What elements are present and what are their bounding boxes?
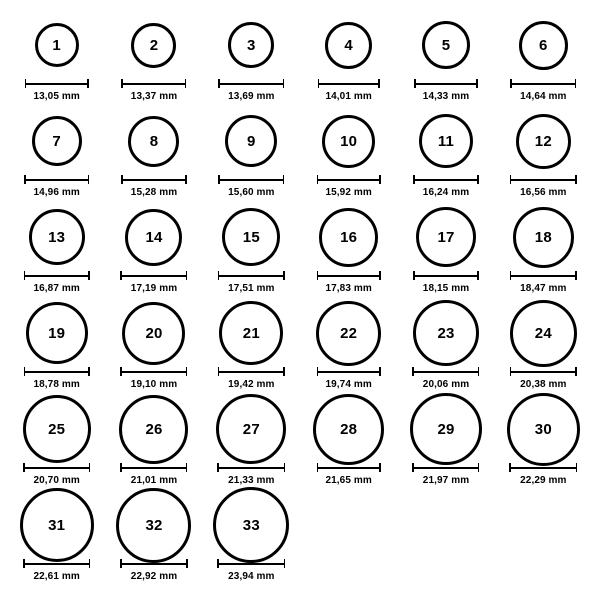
caliper-tick-right bbox=[477, 271, 479, 280]
ring-diameter-label: 14,96 mm bbox=[33, 187, 80, 198]
caliper-tick-right bbox=[378, 79, 380, 88]
ring-size-cell bbox=[105, 206, 202, 302]
caliper-tick-left bbox=[120, 271, 122, 280]
caliper-ruler-icon bbox=[218, 79, 284, 88]
caliper-tick-left bbox=[24, 175, 26, 184]
ring-circle-icon bbox=[510, 300, 577, 367]
ring-size-number: 18 bbox=[534, 228, 552, 246]
ring-size-cell bbox=[300, 398, 397, 494]
ring-circle-icon bbox=[35, 23, 79, 67]
caliper-ruler-icon bbox=[120, 463, 187, 472]
ring-size-cell bbox=[203, 302, 300, 398]
caliper-tick-left bbox=[510, 271, 512, 280]
ring-size-cell bbox=[8, 14, 105, 110]
ring-size-cell bbox=[203, 110, 300, 206]
caliper-bar bbox=[412, 371, 479, 373]
ring-size-number: 32 bbox=[145, 516, 163, 534]
caliper-tick-left bbox=[218, 175, 220, 184]
ring-diameter-label: 17,83 mm bbox=[325, 283, 372, 294]
caliper-ruler-icon bbox=[120, 559, 188, 568]
ring-circle-wrap bbox=[20, 494, 94, 556]
caliper-bar bbox=[317, 467, 381, 469]
caliper-ruler-icon bbox=[121, 79, 186, 88]
ring-circle-wrap bbox=[122, 302, 185, 364]
caliper-tick-left bbox=[23, 559, 25, 568]
ring-size-cell bbox=[8, 110, 105, 206]
caliper-ruler-icon bbox=[413, 175, 479, 184]
caliper-tick-left bbox=[510, 367, 512, 376]
ring-diameter-label: 14,01 mm bbox=[325, 91, 372, 102]
caliper-tick-left bbox=[218, 367, 220, 376]
caliper-tick-right bbox=[284, 463, 286, 472]
ring-size-number: 10 bbox=[340, 132, 358, 150]
caliper-tick-right bbox=[575, 271, 577, 280]
ring-size-cell bbox=[397, 110, 494, 206]
caliper-tick-right bbox=[283, 271, 285, 280]
ring-circle-icon bbox=[125, 209, 182, 266]
caliper-bar bbox=[510, 275, 577, 277]
ring-size-cell bbox=[8, 206, 105, 302]
ring-circle-wrap bbox=[125, 206, 182, 268]
caliper-tick-right bbox=[576, 463, 578, 472]
caliper-tick-right bbox=[379, 463, 381, 472]
caliper-tick-left bbox=[509, 463, 511, 472]
caliper-ruler-icon bbox=[218, 271, 285, 280]
caliper-ruler-icon bbox=[218, 175, 284, 184]
caliper-ruler-icon bbox=[25, 79, 89, 88]
caliper-tick-right bbox=[476, 79, 478, 88]
caliper-ruler-icon bbox=[318, 79, 380, 88]
caliper-tick-left bbox=[120, 559, 122, 568]
caliper-ruler-icon bbox=[317, 175, 381, 184]
ring-circle-wrap bbox=[516, 110, 571, 172]
caliper-tick-left bbox=[24, 271, 26, 280]
caliper-bar bbox=[317, 371, 381, 373]
caliper-ruler-icon bbox=[510, 367, 577, 376]
ring-circle-icon bbox=[228, 22, 274, 68]
ring-size-cell bbox=[8, 494, 105, 590]
ring-circle-icon bbox=[32, 116, 82, 166]
caliper-ruler-icon bbox=[510, 271, 577, 280]
ring-size-number: 13 bbox=[48, 228, 66, 246]
ring-circle-wrap bbox=[510, 302, 577, 364]
caliper-ruler-icon bbox=[121, 175, 187, 184]
ring-diameter-label: 14,64 mm bbox=[520, 91, 567, 102]
ring-diameter-label: 21,65 mm bbox=[325, 475, 372, 486]
caliper-tick-right bbox=[283, 79, 285, 88]
caliper-ruler-icon bbox=[120, 271, 187, 280]
ring-circle-wrap bbox=[222, 206, 280, 268]
caliper-bar bbox=[218, 275, 285, 277]
caliper-ruler-icon bbox=[317, 367, 381, 376]
ring-size-number: 2 bbox=[149, 36, 159, 54]
caliper-tick-right bbox=[88, 271, 90, 280]
ring-size-number: 29 bbox=[437, 420, 455, 438]
caliper-bar bbox=[23, 563, 90, 565]
caliper-tick-right bbox=[88, 367, 90, 376]
ring-diameter-label: 15,60 mm bbox=[228, 187, 275, 198]
ring-circle-icon bbox=[216, 394, 286, 464]
caliper-ruler-icon bbox=[217, 463, 285, 472]
ring-diameter-label: 17,51 mm bbox=[228, 283, 275, 294]
ring-size-cell bbox=[105, 398, 202, 494]
ring-circle-icon bbox=[225, 115, 277, 167]
caliper-ruler-icon bbox=[217, 559, 285, 568]
ring-size-number: 9 bbox=[247, 132, 256, 150]
ring-size-number: 12 bbox=[534, 132, 552, 150]
caliper-bar bbox=[509, 467, 577, 469]
ring-size-number: 5 bbox=[441, 36, 451, 54]
ring-size-number: 16 bbox=[340, 228, 358, 246]
ring-size-cell bbox=[105, 302, 202, 398]
caliper-tick-right bbox=[283, 367, 285, 376]
caliper-tick-left bbox=[414, 79, 416, 88]
caliper-tick-right bbox=[283, 175, 285, 184]
caliper-bar bbox=[510, 83, 576, 85]
ring-size-cell bbox=[397, 14, 494, 110]
caliper-tick-right bbox=[379, 175, 381, 184]
caliper-ruler-icon bbox=[412, 367, 479, 376]
ring-size-number: 31 bbox=[48, 516, 66, 534]
caliper-ruler-icon bbox=[317, 271, 381, 280]
caliper-bar bbox=[317, 275, 381, 277]
ring-circle-wrap bbox=[128, 110, 179, 172]
ring-size-number: 25 bbox=[48, 420, 66, 438]
ring-diameter-label: 14,33 mm bbox=[422, 91, 470, 102]
ring-circle-icon bbox=[410, 393, 482, 465]
ring-circle-icon bbox=[29, 209, 85, 265]
caliper-tick-right bbox=[477, 175, 479, 184]
ring-circle-icon bbox=[325, 22, 372, 69]
caliper-tick-left bbox=[317, 463, 319, 472]
ring-diameter-label: 20,38 mm bbox=[520, 379, 567, 390]
caliper-tick-right bbox=[379, 367, 381, 376]
caliper-bar bbox=[510, 371, 577, 373]
ring-circle-wrap bbox=[131, 14, 176, 76]
ring-circle-icon bbox=[26, 302, 88, 364]
caliper-bar bbox=[120, 275, 187, 277]
caliper-ruler-icon bbox=[23, 559, 90, 568]
ring-size-cell bbox=[495, 398, 592, 494]
ring-size-number: 26 bbox=[145, 420, 163, 438]
caliper-tick-left bbox=[120, 463, 122, 472]
ring-circle-icon bbox=[516, 114, 571, 169]
ring-circle-wrap bbox=[213, 494, 289, 556]
ring-diameter-label: 16,56 mm bbox=[520, 187, 567, 198]
ring-diameter-label: 13,05 mm bbox=[33, 91, 80, 102]
ring-circle-wrap bbox=[119, 398, 188, 460]
ring-size-number: 20 bbox=[145, 324, 163, 342]
ring-size-number: 14 bbox=[145, 228, 163, 246]
ring-size-number: 19 bbox=[48, 324, 66, 342]
ring-size-cell bbox=[105, 14, 202, 110]
caliper-tick-left bbox=[121, 79, 123, 88]
caliper-bar bbox=[217, 467, 285, 469]
ring-circle-icon bbox=[222, 208, 280, 266]
ring-circle-wrap bbox=[32, 110, 82, 172]
ring-circle-icon bbox=[131, 23, 176, 68]
ring-size-number: 6 bbox=[539, 36, 548, 54]
ring-diameter-label: 20,70 mm bbox=[33, 475, 80, 486]
caliper-tick-left bbox=[218, 271, 220, 280]
ring-size-cell bbox=[300, 302, 397, 398]
caliper-tick-right bbox=[186, 367, 188, 376]
caliper-ruler-icon bbox=[24, 271, 90, 280]
caliper-tick-left bbox=[412, 367, 414, 376]
ring-diameter-label: 18,47 mm bbox=[520, 283, 567, 294]
caliper-bar bbox=[218, 179, 284, 181]
ring-circle-wrap bbox=[219, 302, 283, 364]
ring-circle-icon bbox=[419, 114, 473, 168]
ring-size-cell bbox=[8, 398, 105, 494]
caliper-bar bbox=[23, 467, 90, 469]
ring-circle-wrap bbox=[322, 110, 375, 172]
caliper-bar bbox=[318, 83, 380, 85]
ring-size-cell bbox=[300, 206, 397, 302]
ring-circle-icon bbox=[519, 21, 568, 70]
ring-circle-wrap bbox=[519, 14, 568, 76]
caliper-tick-right bbox=[284, 559, 286, 568]
ring-diameter-label: 22,61 mm bbox=[33, 571, 80, 582]
caliper-tick-left bbox=[217, 463, 219, 472]
caliper-tick-right bbox=[87, 79, 89, 88]
ring-circle-wrap bbox=[316, 302, 381, 364]
ring-diameter-label: 16,87 mm bbox=[33, 283, 80, 294]
caliper-tick-left bbox=[317, 175, 319, 184]
caliper-tick-left bbox=[318, 79, 320, 88]
caliper-tick-left bbox=[218, 79, 220, 88]
caliper-bar bbox=[413, 275, 479, 277]
caliper-tick-left bbox=[317, 271, 319, 280]
ring-circle-icon bbox=[219, 301, 283, 365]
ring-size-number: 15 bbox=[242, 228, 260, 246]
ring-circle-icon bbox=[416, 207, 476, 267]
ring-circle-wrap bbox=[29, 206, 85, 268]
ring-size-number: 21 bbox=[242, 324, 260, 342]
caliper-tick-right bbox=[575, 79, 577, 88]
ring-diameter-label: 21,97 mm bbox=[422, 475, 470, 486]
ring-size-cell bbox=[495, 302, 592, 398]
ring-size-cell bbox=[8, 302, 105, 398]
ring-circle-wrap bbox=[507, 398, 580, 460]
caliper-ruler-icon bbox=[413, 271, 479, 280]
ring-circle-icon bbox=[316, 301, 381, 366]
ring-size-number: 3 bbox=[247, 36, 256, 54]
caliper-tick-right bbox=[185, 175, 187, 184]
ring-diameter-label: 15,92 mm bbox=[325, 187, 372, 198]
ring-size-cell bbox=[105, 494, 202, 590]
ring-diameter-label: 22,92 mm bbox=[130, 571, 178, 582]
caliper-ruler-icon bbox=[412, 463, 479, 472]
ring-circle-wrap bbox=[216, 398, 286, 460]
ring-size-number: 8 bbox=[149, 132, 159, 150]
ring-diameter-label: 18,78 mm bbox=[33, 379, 80, 390]
ring-diameter-label: 15,28 mm bbox=[130, 187, 178, 198]
caliper-tick-left bbox=[217, 559, 219, 568]
ring-circle-wrap bbox=[416, 206, 476, 268]
ring-circle-wrap bbox=[325, 14, 372, 76]
caliper-tick-left bbox=[23, 463, 25, 472]
ring-diameter-label: 19,10 mm bbox=[130, 379, 178, 390]
caliper-ruler-icon bbox=[24, 175, 89, 184]
ring-circle-icon bbox=[119, 395, 188, 464]
caliper-bar bbox=[217, 563, 285, 565]
ring-size-grid bbox=[8, 14, 592, 590]
ring-circle-wrap bbox=[513, 206, 574, 268]
ring-size-cell bbox=[495, 110, 592, 206]
ring-circle-wrap bbox=[410, 398, 482, 460]
ring-circle-wrap bbox=[413, 302, 479, 364]
caliper-tick-right bbox=[88, 175, 90, 184]
caliper-tick-right bbox=[186, 271, 188, 280]
ring-size-number: 24 bbox=[534, 324, 552, 342]
caliper-bar bbox=[24, 275, 90, 277]
ring-circle-icon bbox=[413, 300, 479, 366]
ring-circle-icon bbox=[128, 116, 179, 167]
caliper-bar bbox=[414, 83, 478, 85]
caliper-bar bbox=[25, 83, 89, 85]
caliper-bar bbox=[218, 371, 285, 373]
caliper-ruler-icon bbox=[510, 79, 576, 88]
ring-diameter-label: 19,42 mm bbox=[228, 379, 275, 390]
ring-size-cell bbox=[495, 14, 592, 110]
ring-diameter-label: 20,06 mm bbox=[422, 379, 470, 390]
ring-diameter-label: 18,15 mm bbox=[422, 283, 470, 294]
caliper-bar bbox=[24, 371, 90, 373]
ring-diameter-label: 19,74 mm bbox=[325, 379, 372, 390]
ring-diameter-label: 13,37 mm bbox=[130, 91, 178, 102]
ring-circle-wrap bbox=[422, 14, 470, 76]
caliper-tick-left bbox=[24, 367, 26, 376]
caliper-tick-left bbox=[121, 175, 123, 184]
ring-size-cell bbox=[105, 110, 202, 206]
caliper-tick-right bbox=[185, 79, 187, 88]
ring-size-number: 4 bbox=[344, 36, 353, 54]
ring-size-cell bbox=[397, 398, 494, 494]
ring-size-number: 30 bbox=[534, 420, 552, 438]
caliper-bar bbox=[121, 179, 187, 181]
caliper-ruler-icon bbox=[218, 367, 285, 376]
ring-size-number: 1 bbox=[52, 36, 61, 54]
ring-circle-wrap bbox=[225, 110, 277, 172]
ring-size-number: 17 bbox=[437, 228, 455, 246]
ring-size-cell bbox=[300, 14, 397, 110]
caliper-tick-left bbox=[510, 79, 512, 88]
ring-size-cell bbox=[397, 206, 494, 302]
ring-size-cell bbox=[397, 302, 494, 398]
ring-circle-icon bbox=[322, 115, 375, 168]
caliper-bar bbox=[24, 179, 89, 181]
ring-diameter-label: 23,94 mm bbox=[228, 571, 275, 582]
ring-diameter-label: 13,69 mm bbox=[228, 91, 275, 102]
caliper-tick-right bbox=[89, 559, 91, 568]
ring-circle-icon bbox=[513, 207, 574, 268]
caliper-bar bbox=[413, 179, 479, 181]
ring-circle-icon bbox=[122, 302, 185, 365]
caliper-tick-left bbox=[25, 79, 27, 88]
ring-circle-wrap bbox=[419, 110, 473, 172]
caliper-tick-left bbox=[412, 463, 414, 472]
caliper-tick-left bbox=[413, 175, 415, 184]
ring-size-number: 11 bbox=[437, 132, 455, 150]
ring-circle-icon bbox=[20, 488, 94, 562]
ring-circle-icon bbox=[116, 488, 191, 563]
ring-size-cell bbox=[300, 110, 397, 206]
caliper-tick-right bbox=[478, 463, 480, 472]
caliper-ruler-icon bbox=[24, 367, 90, 376]
ring-circle-icon bbox=[213, 487, 289, 563]
ring-size-cell bbox=[203, 14, 300, 110]
caliper-bar bbox=[121, 83, 186, 85]
ring-circle-wrap bbox=[313, 398, 384, 460]
caliper-bar bbox=[120, 563, 188, 565]
caliper-ruler-icon bbox=[414, 79, 478, 88]
caliper-tick-right bbox=[379, 271, 381, 280]
ring-circle-wrap bbox=[23, 398, 91, 460]
caliper-ruler-icon bbox=[509, 463, 577, 472]
ring-circle-wrap bbox=[116, 494, 191, 556]
ring-size-number: 23 bbox=[437, 324, 455, 342]
caliper-tick-right bbox=[89, 463, 91, 472]
caliper-bar bbox=[218, 83, 284, 85]
caliper-tick-left bbox=[317, 367, 319, 376]
ring-circle-icon bbox=[507, 393, 580, 466]
ring-circle-wrap bbox=[228, 14, 274, 76]
ring-circle-wrap bbox=[26, 302, 88, 364]
ring-size-cell bbox=[203, 398, 300, 494]
ring-size-cell bbox=[203, 494, 300, 590]
ring-circle-icon bbox=[422, 21, 470, 69]
ring-size-number: 22 bbox=[340, 324, 358, 342]
ring-diameter-label: 21,33 mm bbox=[228, 475, 275, 486]
caliper-ruler-icon bbox=[23, 463, 90, 472]
caliper-bar bbox=[510, 179, 577, 181]
ring-circle-icon bbox=[319, 208, 378, 267]
caliper-bar bbox=[317, 179, 381, 181]
ring-circle-icon bbox=[313, 394, 384, 465]
ring-circle-wrap bbox=[35, 14, 79, 76]
ring-diameter-label: 22,29 mm bbox=[520, 475, 567, 486]
caliper-tick-right bbox=[186, 559, 188, 568]
caliper-ruler-icon bbox=[317, 463, 381, 472]
caliper-tick-left bbox=[120, 367, 122, 376]
caliper-tick-right bbox=[575, 367, 577, 376]
caliper-bar bbox=[120, 467, 187, 469]
ring-size-number: 28 bbox=[340, 420, 358, 438]
caliper-bar bbox=[120, 371, 187, 373]
ring-circle-icon bbox=[23, 395, 91, 463]
ring-size-number: 27 bbox=[242, 420, 260, 438]
caliper-ruler-icon bbox=[120, 367, 187, 376]
ring-diameter-label: 17,19 mm bbox=[130, 283, 178, 294]
caliper-tick-left bbox=[510, 175, 512, 184]
ring-diameter-label: 21,01 mm bbox=[130, 475, 178, 486]
caliper-ruler-icon bbox=[510, 175, 577, 184]
ring-size-cell bbox=[203, 206, 300, 302]
caliper-tick-right bbox=[186, 463, 188, 472]
caliper-tick-right bbox=[575, 175, 577, 184]
ring-size-number: 33 bbox=[242, 516, 260, 534]
ring-circle-wrap bbox=[319, 206, 378, 268]
ring-size-cell bbox=[495, 206, 592, 302]
ring-size-number: 7 bbox=[52, 132, 61, 150]
caliper-bar bbox=[412, 467, 479, 469]
caliper-tick-left bbox=[413, 271, 415, 280]
ring-diameter-label: 16,24 mm bbox=[422, 187, 470, 198]
caliper-tick-right bbox=[478, 367, 480, 376]
